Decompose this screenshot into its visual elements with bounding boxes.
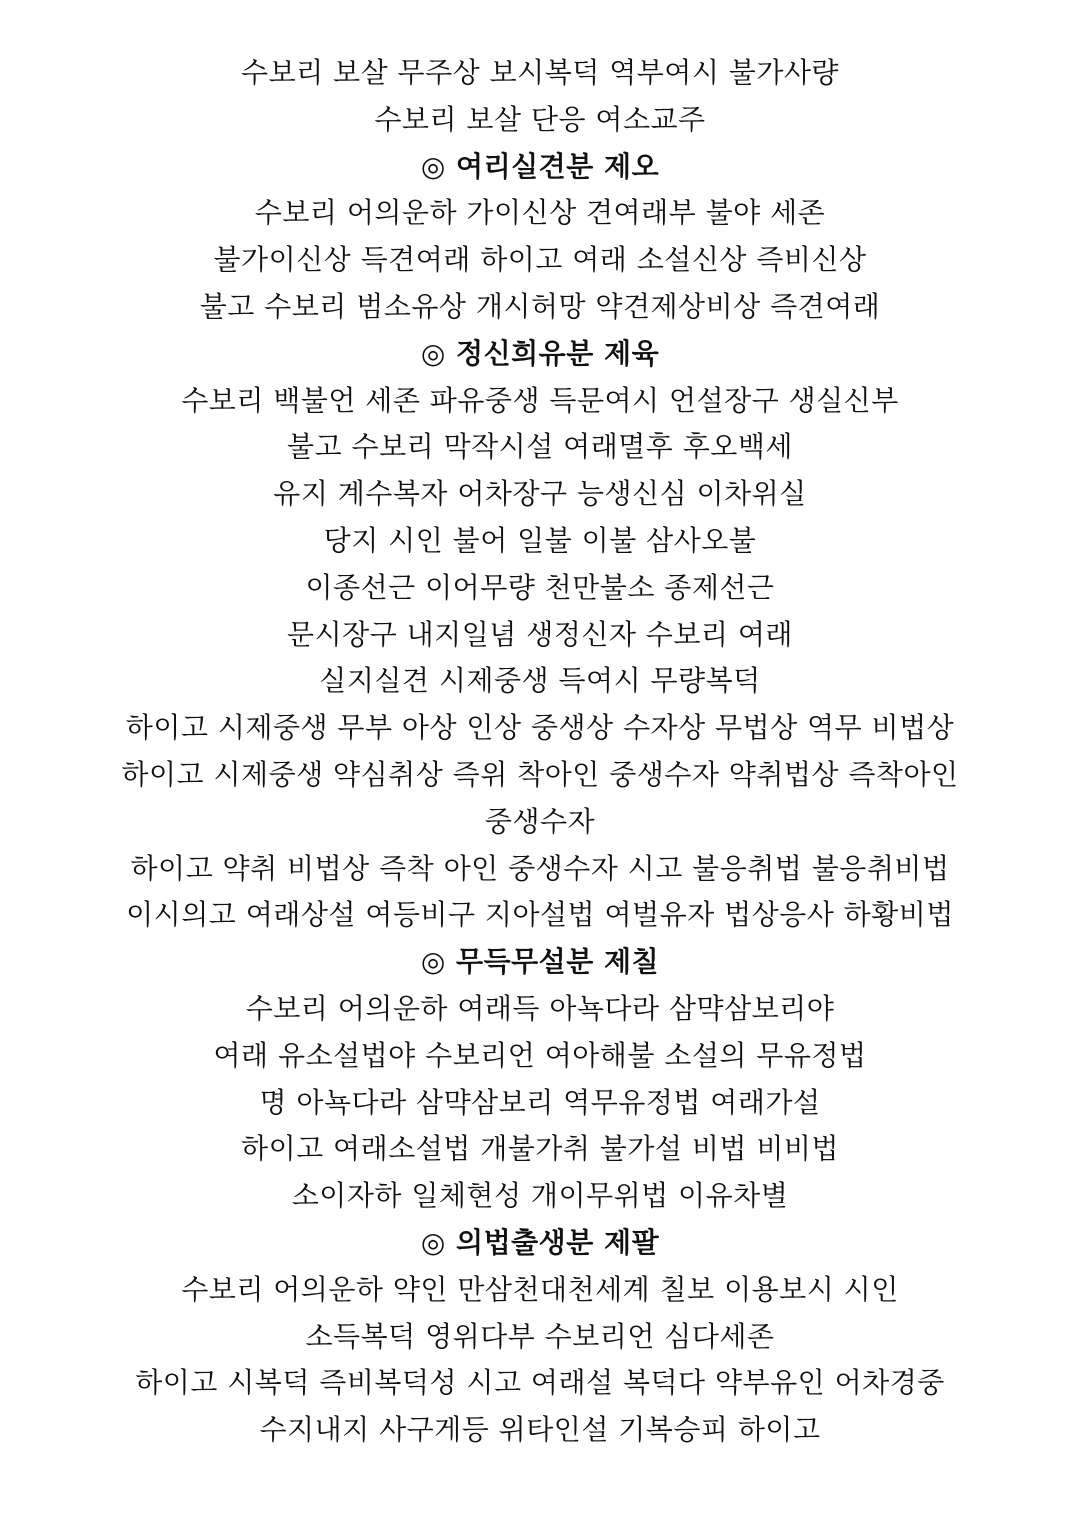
text-line: 이종선근 이어무량 천만불소 종제선근 [305,570,775,604]
text-line: 소이자하 일체현성 개이무위법 이유차별 [291,1179,789,1213]
text-line: 유지 계수복자 어차장구 능생신심 이차위실 [273,477,807,511]
text-line: 하이고 시제중생 무부 아상 인상 중생상 수자상 무법상 역무 비법상 [125,711,955,745]
text-line: 수보리 어의운하 가이신상 견여래부 불야 세존 [254,196,826,230]
document-page [0,50,1080,1454]
text-line: 명 아뇩다라 삼먁삼보리 역무유정법 여래가설 [259,1085,821,1119]
text-line: 불고 수보리 막작시설 여래멸후 후오백세 [287,430,793,464]
text-line: 문시장구 내지일념 생정신자 수보리 여래 [287,617,793,651]
section-heading: ◎ 여리실견분 제오 [420,149,660,183]
text-line: 불고 수보리 범소유상 개시허망 약견제상비상 즉견여래 [199,289,881,323]
text-line: 수지내지 사구게등 위타인설 기복승피 하이고 [259,1413,821,1447]
section-heading: ◎ 정신희유분 제육 [420,336,660,370]
text-line: 하이고 시복덕 즉비복덕성 시고 여래설 복덕다 약부유인 어차경중 [135,1366,945,1400]
text-line: 소득복덕 영위다부 수보리언 심다세존 [305,1319,775,1353]
text-line: 당지 시인 불어 일불 이불 삼사오불 [323,523,757,557]
text-line: 하이고 약취 비법상 즉착 아인 중생수자 시고 불응취법 불응취비법 [130,851,950,885]
section-heading: ◎ 무득무설분 제칠 [420,945,660,979]
text-line: 하이고 시제중생 약심취상 즉위 착아인 중생수자 약취법상 즉착아인 중생수자 [121,757,959,838]
text-line: 수보리 어의운하 여래득 아뇩다라 삼먁삼보리야 [245,991,835,1025]
text-line: 여래 유소설법야 수보리언 여아해불 소설의 무유정법 [213,1038,867,1072]
text-line: 수보리 백불언 세존 파유중생 득문여시 언설장구 생실신부 [181,383,899,417]
text-line: 불가이신상 득견여래 하이고 여래 소설신상 즉비신상 [213,243,867,277]
text-line: 실지실견 시제중생 득여시 무량복덕 [319,664,761,698]
text-line: 수보리 어의운하 약인 만삼천대천세계 칠보 이용보시 시인 [181,1272,899,1306]
text-line: 수보리 보살 단응 여소교주 [374,102,706,136]
section-heading: ◎ 의법출생분 제팔 [420,1225,660,1259]
text-line: 하이고 여래소설법 개불가취 불가설 비법 비비법 [241,1132,839,1166]
text-line: 수보리 보살 무주상 보시복덕 역부여시 불가사량 [241,56,839,89]
text-line: 이시의고 여래상설 여등비구 지아설법 여벌유자 법상응사 하황비법 [126,898,954,932]
